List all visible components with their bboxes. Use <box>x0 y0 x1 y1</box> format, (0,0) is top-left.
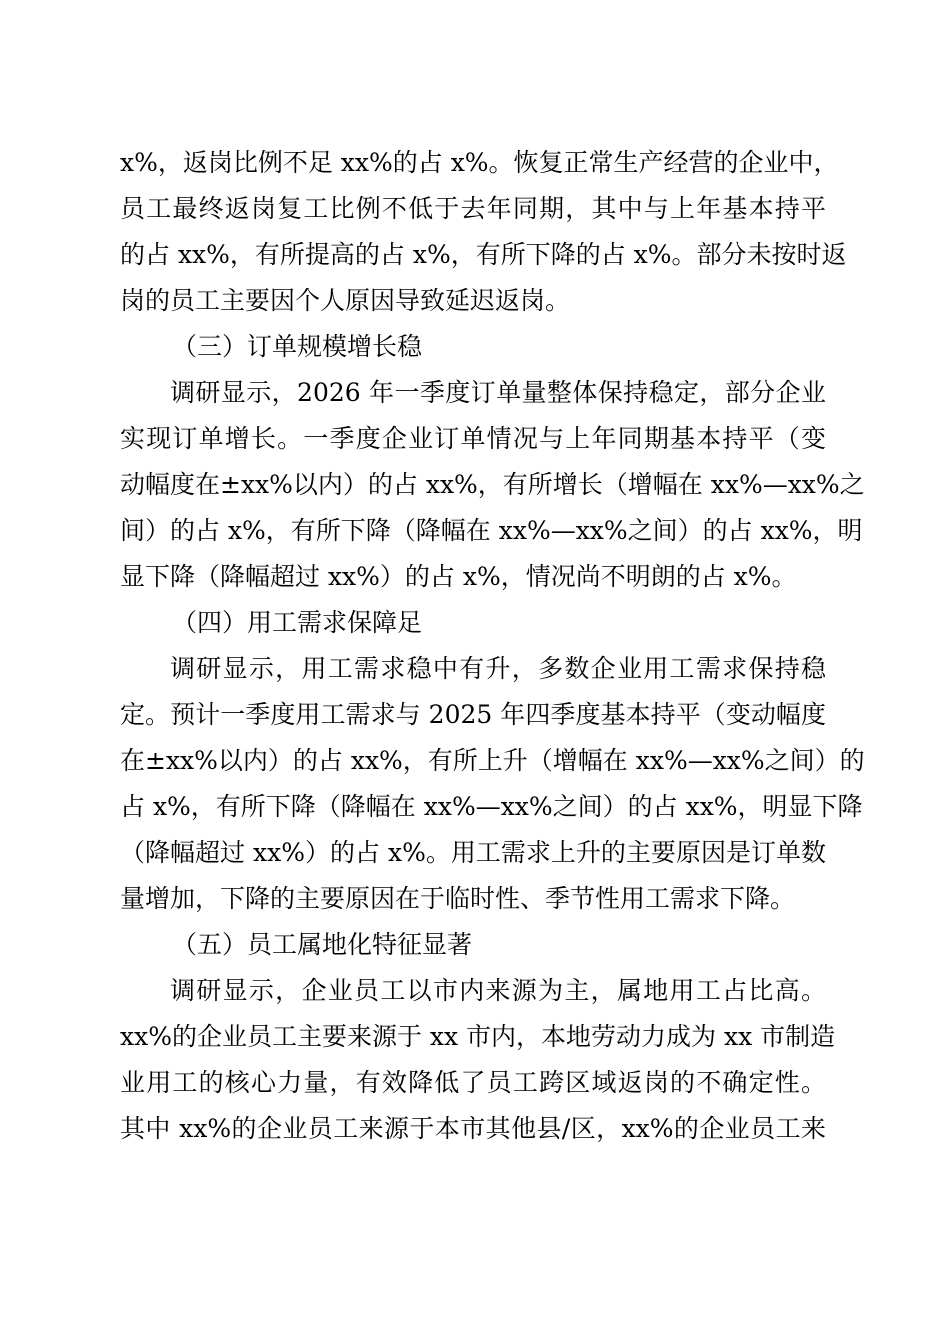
document-body <box>120 140 865 1152</box>
paragraph-line: 量增加，下降的主要原因在于临时性、季节性用工需求下降。 <box>120 884 796 913</box>
paragraph-line: 显下降（降幅超过 xx%）的占 x%，情况尚不明朗的占 x%。 <box>120 562 797 591</box>
paragraph-line: 占 x%，有所下降（降幅在 xx%—xx%之间）的占 xx%，明显下降 <box>120 792 863 821</box>
section-heading-5: （五）员工属地化特征显著 <box>172 930 473 959</box>
paragraph-line: 间）的占 x%，有所下降（降幅在 xx%—xx%之间）的占 xx%，明 <box>120 516 863 545</box>
section-heading-4: （四）用工需求保障足 <box>172 608 423 637</box>
paragraph-line: 动幅度在±xx%以内）的占 xx%，有所增长（增幅在 xx%—xx%之 <box>120 470 865 499</box>
section-heading-3: （三）订单规模增长稳 <box>172 332 423 361</box>
paragraph-line: xx%的企业员工主要来源于 xx 市内，本地劳动力成为 xx 市制造 <box>120 1022 836 1051</box>
paragraph-line: 在±xx%以内）的占 xx%，有所上升（增幅在 xx%—xx%之间）的 <box>120 746 865 775</box>
paragraph-line: 岗的员工主要因个人原因导致延迟返岗。 <box>120 286 571 315</box>
paragraph-line: 其中 xx%的企业员工来源于本市其他县/区，xx%的企业员工来 <box>120 1114 826 1143</box>
paragraph-line: （降幅超过 xx%）的占 x%。用工需求上升的主要原因是订单数 <box>120 838 826 867</box>
paragraph-line: 调研显示，企业员工以市内来源为主，属地用工占比高。 <box>170 976 826 1005</box>
paragraph-line: 业用工的核心力量，有效降低了员工跨区域返岗的不确定性。 <box>120 1068 826 1097</box>
paragraph-line: 调研显示，用工需求稳中有升，多数企业用工需求保持稳 <box>170 654 826 683</box>
paragraph-line: 员工最终返岗复工比例不低于去年同期，其中与上年基本持平 <box>120 194 826 223</box>
paragraph-line: 定。预计一季度用工需求与 2025 年四季度基本持平（变动幅度 <box>120 700 826 729</box>
paragraph-line: 的占 xx%，有所提高的占 x%，有所下降的占 x%。部分未按时返 <box>120 240 847 269</box>
paragraph-line: x%，返岗比例不足 xx%的占 x%。恢复正常生产经营的企业中， <box>120 148 839 177</box>
paragraph-line: 实现订单增长。一季度企业订单情况与上年同期基本持平（变 <box>120 424 826 453</box>
paragraph-line: 调研显示，2026 年一季度订单量整体保持稳定，部分企业 <box>170 378 826 407</box>
